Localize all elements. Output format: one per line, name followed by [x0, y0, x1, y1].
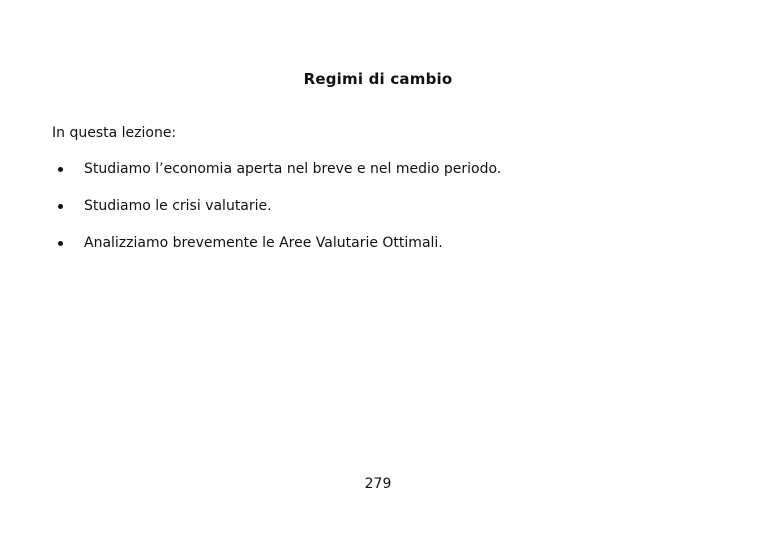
list-item	[56, 160, 501, 178]
bullet-list	[56, 160, 501, 271]
list-item-text: Studiamo le crisi valutarie.	[84, 198, 272, 214]
list-item	[56, 197, 501, 215]
list-item-text: Studiamo l’economia aperta nel breve e nel medio periodo.	[84, 161, 502, 177]
list-item-text: Analizziamo brevemente le Aree Valutarie Ottimali.	[84, 235, 443, 251]
page-title: Regimi di cambio	[303, 70, 453, 88]
list-item	[56, 234, 501, 252]
page-number: 279	[364, 476, 392, 492]
bullet-icon	[58, 167, 63, 172]
bullet-icon	[58, 204, 63, 209]
bullet-icon	[58, 241, 63, 246]
intro-text: In questa lezione:	[52, 125, 177, 141]
